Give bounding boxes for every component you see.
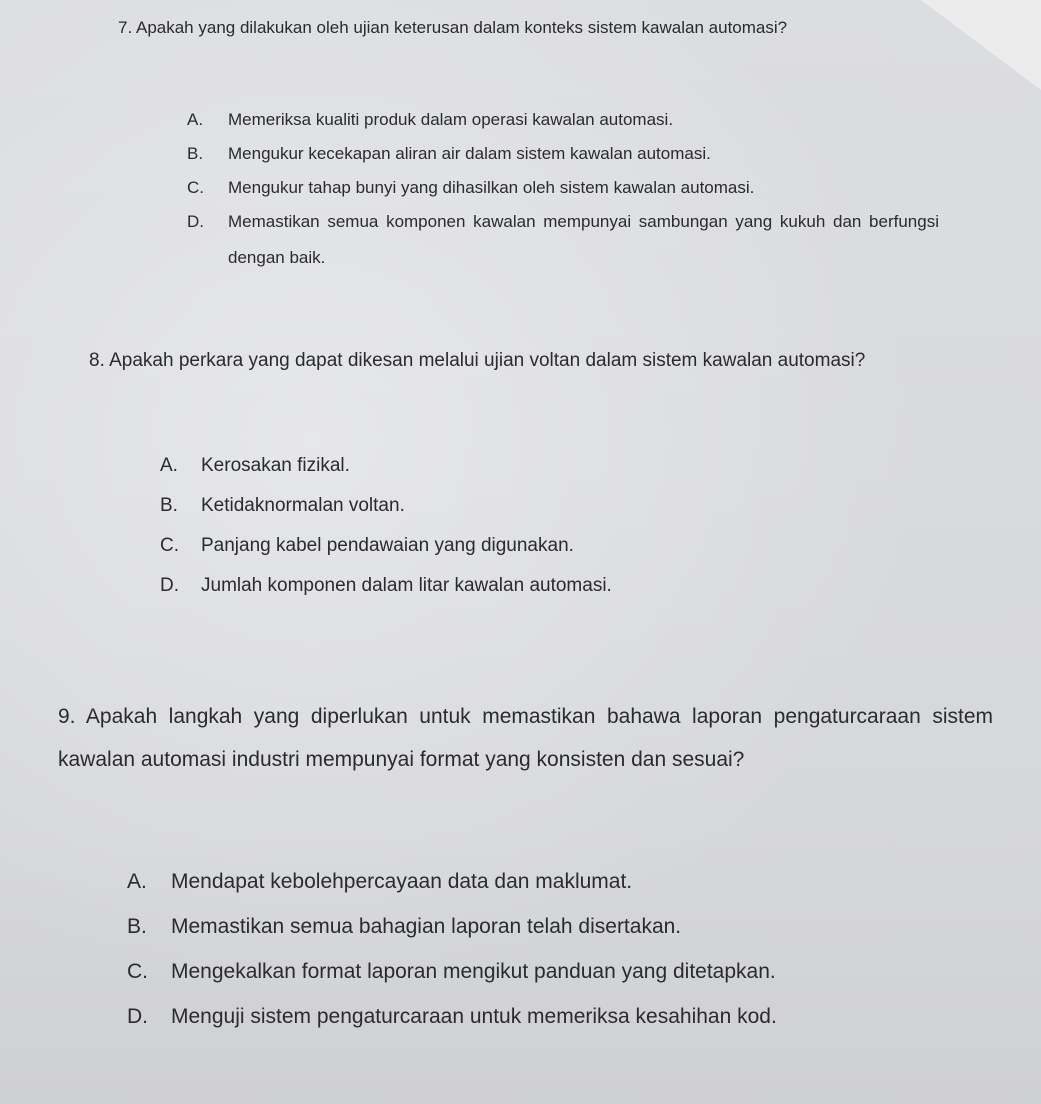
option-letter: D. (187, 212, 204, 231)
option-text: Memastikan semua bahagian laporan telah disertakan. (171, 915, 682, 938)
question-number: 8. (89, 350, 105, 371)
option-letter: C. (127, 960, 148, 983)
option-b[interactable] (187, 142, 939, 166)
option-text: Memastikan semua komponen kawalan mempunyai sambungan yang kukuh dan berfungsi dengan baik. (228, 212, 939, 267)
question-stem: Apakah langkah yang diperlukan untuk memastikan bahawa laporan pengaturcaraan sistem kawalan automasi industri mempunyai format yang konsisten dan sesuai? (58, 705, 993, 771)
option-letter: B. (187, 144, 204, 163)
option-a[interactable] (127, 869, 987, 894)
option-text: Memeriksa kualiti produk dalam operasi kawalan automasi. (228, 110, 674, 129)
option-a[interactable] (160, 454, 860, 477)
option-c[interactable] (187, 176, 939, 200)
option-b[interactable] (160, 494, 860, 517)
page-corner-fold (921, 0, 1041, 90)
option-c[interactable] (127, 959, 987, 984)
option-text: Mengukur kecekapan aliran air dalam sistem kawalan automasi. (228, 144, 711, 163)
answer-options (127, 869, 987, 1049)
question-text (118, 10, 933, 45)
question-number: 9. (58, 705, 76, 728)
option-b[interactable] (127, 914, 987, 939)
option-text: Kerosakan fizikal. (201, 455, 350, 476)
option-text: Mengukur tahap bunyi yang dihasilkan oleh sistem kawalan automasi. (228, 178, 755, 197)
answer-options (187, 108, 939, 286)
question-number: 7. (118, 18, 133, 37)
option-letter: D. (160, 575, 179, 596)
option-text: Ketidaknormalan voltan. (201, 495, 405, 516)
option-text: Mengekalkan format laporan mengikut panduan yang ditetapkan. (171, 960, 776, 983)
option-d[interactable] (187, 204, 939, 276)
option-text: Panjang kabel pendawaian yang digunakan. (201, 535, 574, 556)
option-d[interactable] (160, 574, 860, 597)
question-stem: Apakah perkara yang dapat dikesan melalui ujian voltan dalam sistem kawalan automasi? (109, 350, 866, 371)
question-stem: Apakah yang dilakukan oleh ujian keterusan dalam konteks sistem kawalan automasi? (135, 18, 788, 37)
answer-options (160, 454, 860, 614)
option-d[interactable] (127, 1004, 987, 1029)
question-text (89, 342, 961, 379)
option-text: Menguji sistem pengaturcaraan untuk memeriksa kesahihan kod. (171, 1005, 777, 1028)
option-a[interactable] (187, 108, 939, 132)
option-letter: C. (160, 535, 179, 556)
option-letter: B. (160, 495, 178, 516)
option-letter: A. (127, 870, 147, 893)
option-letter: A. (187, 110, 204, 129)
option-text: Jumlah komponen dalam litar kawalan automasi. (201, 575, 612, 596)
option-letter: B. (127, 915, 147, 938)
option-text: Mendapat kebolehpercayaan data dan maklumat. (171, 870, 633, 893)
option-letter: D. (127, 1005, 148, 1028)
option-c[interactable] (160, 534, 860, 557)
option-letter: C. (187, 178, 204, 197)
option-letter: A. (160, 455, 178, 476)
question-text (58, 695, 993, 781)
